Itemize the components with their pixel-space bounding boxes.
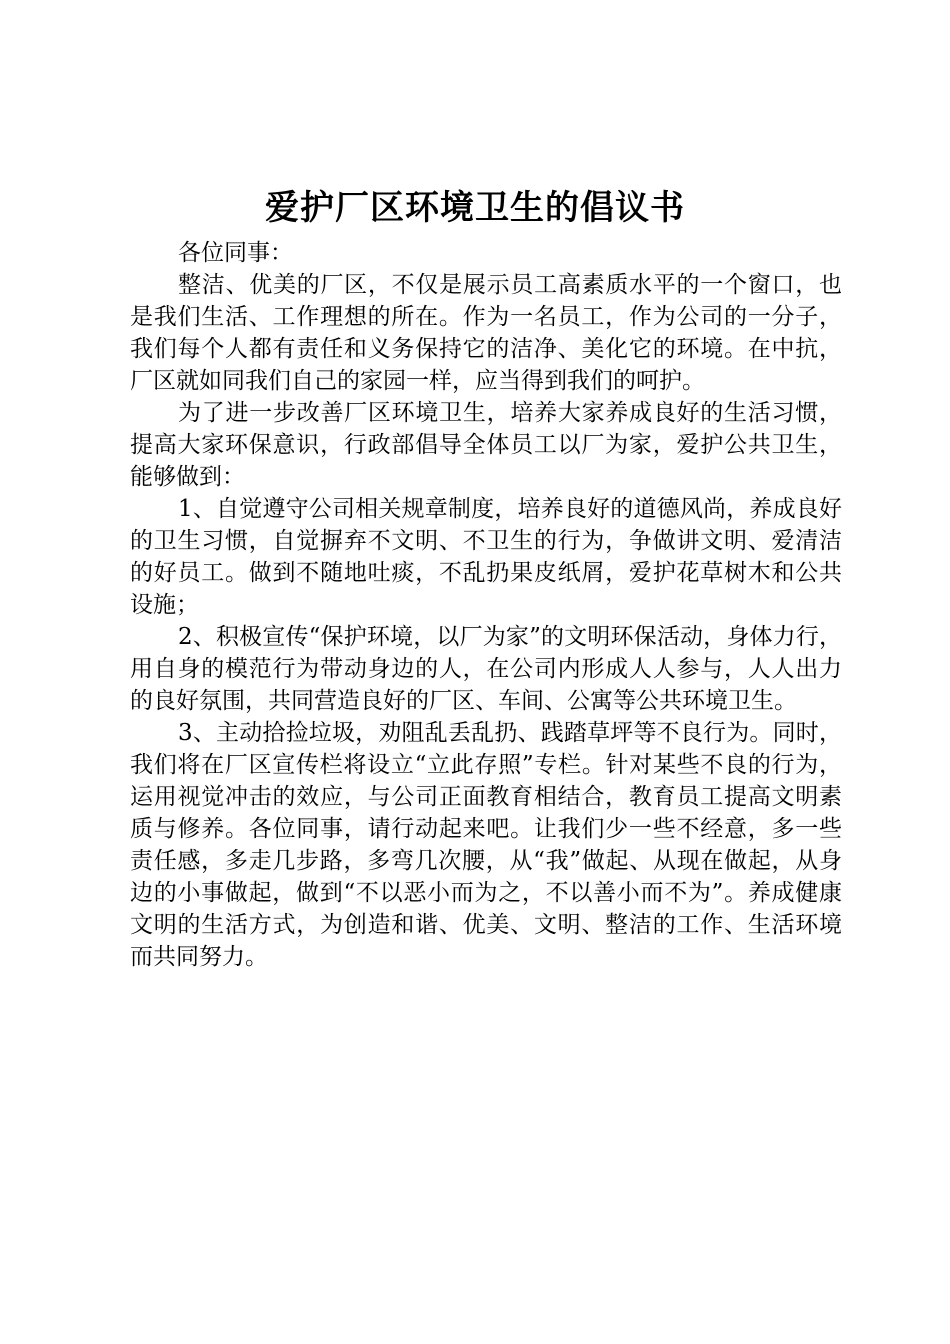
paragraph-item-1: 1、自觉遵守公司相关规章制度，培养良好的道德风尚，养成良好的卫生习惯，自觉摒弃不文明、不卫生的行为，争做讲文明、爱清洁的好员工。做到不随地吐痰，不乱扔果皮纸屑，爱护花草树木和公共设施； (130, 496, 842, 618)
paragraph-item-2: 2、积极宣传“保护环境，以厂为家”的文明环保活动，身体力行，用自身的模范行为带动身边的人，在公司内形成人人参与，人人出力的良好氛围，共同营造良好的厂区、车间、公寓等公共环境卫生。 (130, 624, 842, 714)
document-title: 爱护厂区环境卫生的倡议书 (265, 188, 685, 228)
greeting: 各位同事： (178, 240, 293, 266)
document-body (130, 237, 842, 973)
paragraph-item-3: 3、主动拾捡垃圾，劝阻乱丢乱扔、践踏草坪等不良行为。同时，我们将在厂区宣传栏将设立“立此存照”专栏。针对某些不良的行为，运用视觉冲击的效应，与公司正面教育相结合，教育员工提高文明素质与修养。各位同事，请行动起来吧。让我们少一些不经意，多一些责任感，多走几步路，多弯几次腰，从“我”做起、从现在做起，从身边的小事做起，做到“不以恶小而为之，不以善小而不为”。养成健康文明的生活方式，为创造和谐、优美、文明、整洁的工作、生活环境而共同努力。 (130, 720, 842, 970)
paragraph-intro: 整洁、优美的厂区，不仅是展示员工高素质水平的一个窗口，也是我们生活、工作理想的所在。作为一名员工，作为公司的一分子，我们每个人都有责任和义务保持它的洁净、美化它的环境。在中抗，厂区就如同我们自己的家园一样，应当得到我们的呵护。 (130, 272, 842, 394)
paragraph-purpose: 为了进一步改善厂区环境卫生，培养大家养成良好的生活习惯，提高大家环保意识，行政部倡导全体员工以厂为家，爱护公共卫生，能够做到： (130, 400, 842, 490)
